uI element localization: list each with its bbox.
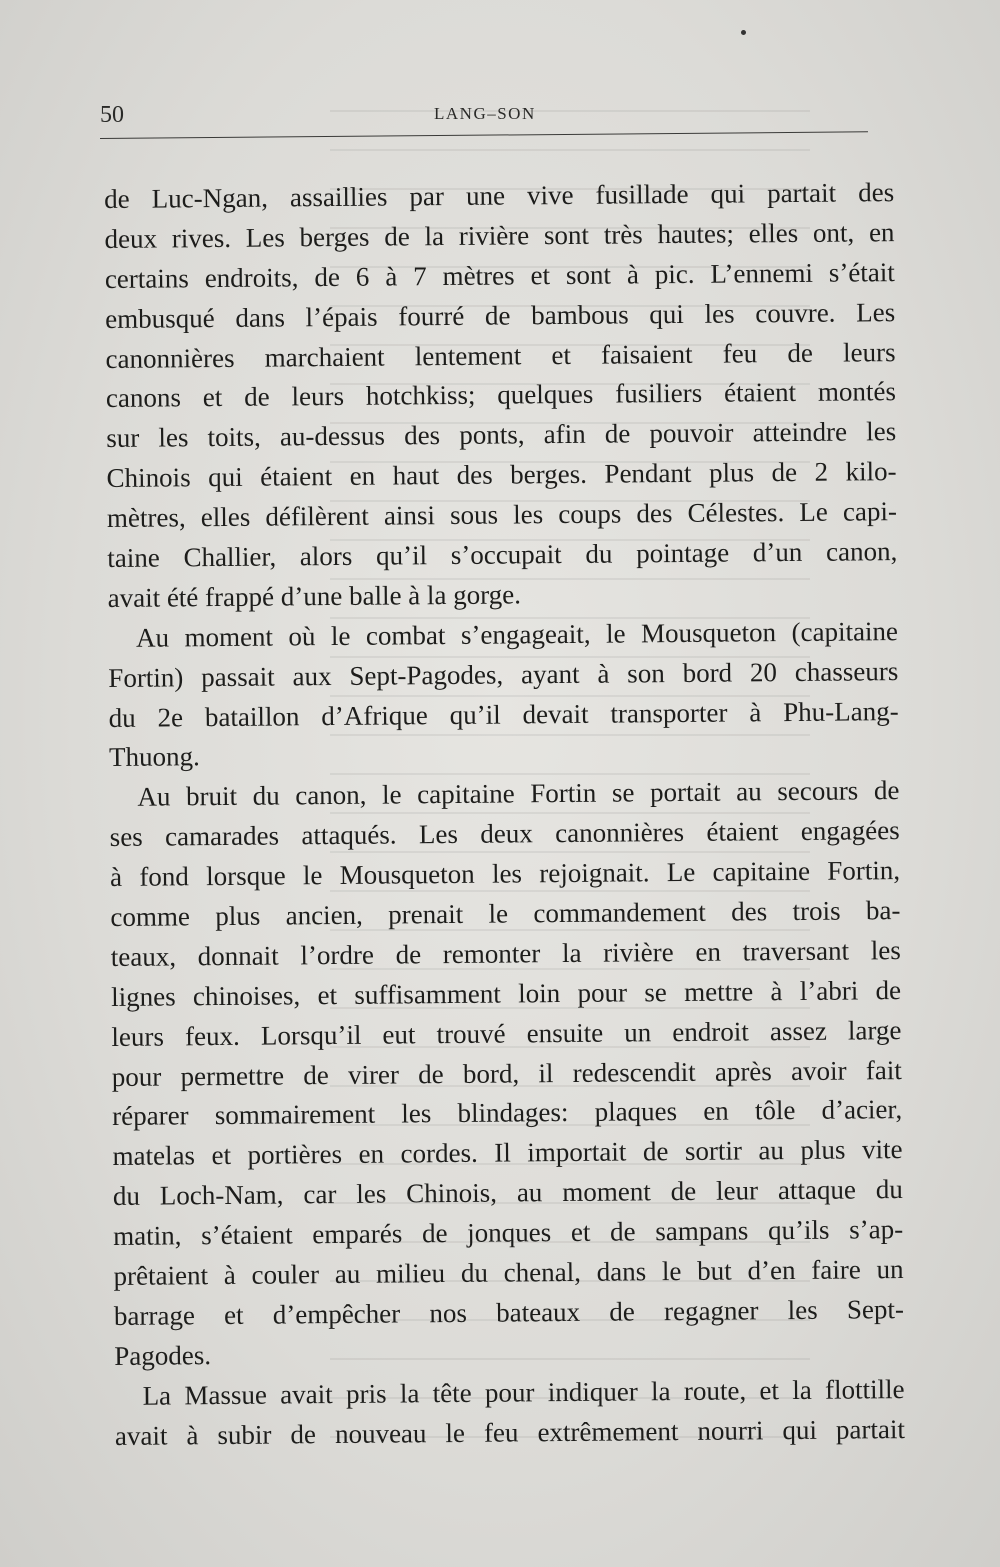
- text-line: matelas et portières en cordes. Il importait de sortir au plus vite: [112, 1134, 903, 1172]
- text-line: de Luc-Ngan, assaillies par une vive fusillade qui partait des: [104, 177, 895, 214]
- text-line: pour permettre de virer de bord, il redescendit après avoir fait: [111, 1054, 902, 1092]
- text-line: Thuong.: [108, 741, 200, 773]
- text-line: Au moment où le combat s’engageait, le Mousqueton (capitaine: [135, 615, 899, 653]
- running-head: LANG–SON: [434, 104, 536, 123]
- text-line: avait été frappé d’une balle à la gorge.: [107, 579, 522, 613]
- text-line: sur les toits, au-dessus des ponts, afin de pouvoir atteindre les: [106, 416, 897, 454]
- text-line: matin, s’étaient emparés de jonques et de sampans qu’ils s’ap-: [113, 1214, 904, 1252]
- text-line: canonnières marchaient lentement et faisaient feu de leurs: [105, 336, 896, 374]
- text-line: certains endroits, de 6 à 7 mètres et sont à pic. L’ennemi s’était: [104, 256, 895, 294]
- text-line: Chinois qui étaient en haut des berges. Pendant plus de 2 kilo-: [106, 456, 897, 494]
- body-text: [104, 173, 905, 1456]
- text-line: comme plus ancien, prenait le commandement des trois ba-: [110, 895, 901, 933]
- text-line: Au bruit du canon, le capitaine Fortin se portait au secours de: [137, 775, 900, 813]
- text-line: barrage et d’empêcher nos bateaux de regagner les Sept-: [113, 1294, 905, 1331]
- text-line: avait à subir de nouveau le feu extrêmement nourri qui partait: [114, 1413, 906, 1451]
- text-line: ses camarades attaqués. Les deux canonnières étaient engagées: [109, 815, 900, 853]
- text-line: du Loch-Nam, car les Chinois, au moment de leur attaque du: [112, 1174, 903, 1212]
- text-line: prêtaient à couler au milieu du chenal, dans le but d’en faire un: [113, 1254, 904, 1292]
- text-line: La Massue avait pris la tête pour indiquer la route, et la flottille: [142, 1373, 905, 1411]
- text-line: lignes chinoises, et suffisamment loin pour se mettre à l’abri de: [110, 974, 902, 1012]
- text-line: du 2e bataillon d’Afrique qu’il devait transporter à Phu-Lang-: [108, 695, 899, 733]
- ink-speck: [741, 30, 746, 35]
- text-line: embusqué dans l’épais fourré de bambous qui les couvre. Les: [105, 296, 896, 334]
- text-line: deux rives. Les berges de la rivière sont très hautes; elles ont, en: [104, 216, 895, 254]
- text-line: leurs feux. Lorsqu’il eut trouvé ensuite un endroit assez large: [111, 1014, 902, 1052]
- text-line: taine Challier, alors qu’il s’occupait du pointage d’un canon,: [107, 536, 898, 574]
- text-line: Fortin) passait aux Sept-Pagodes, ayant à son bord 20 chasseurs: [108, 655, 899, 693]
- text-line: canons et de leurs hotchkiss; quelques fusiliers étaient montés: [105, 376, 897, 414]
- text-line: mètres, elles défilèrent ainsi sous les coups des Célestes. Le capi-: [106, 496, 898, 534]
- text-line: Pagodes.: [114, 1339, 212, 1371]
- text-line: teaux, donnait l’ordre de remonter la rivière en traversant les: [110, 934, 901, 972]
- text-line: réparer sommairement les blindages: plaques en tôle d’acier,: [112, 1094, 903, 1132]
- text-line: à fond lorsque le Mousqueton les rejoignait. Le capitaine Fortin,: [109, 855, 901, 893]
- page-number: 50: [100, 102, 124, 128]
